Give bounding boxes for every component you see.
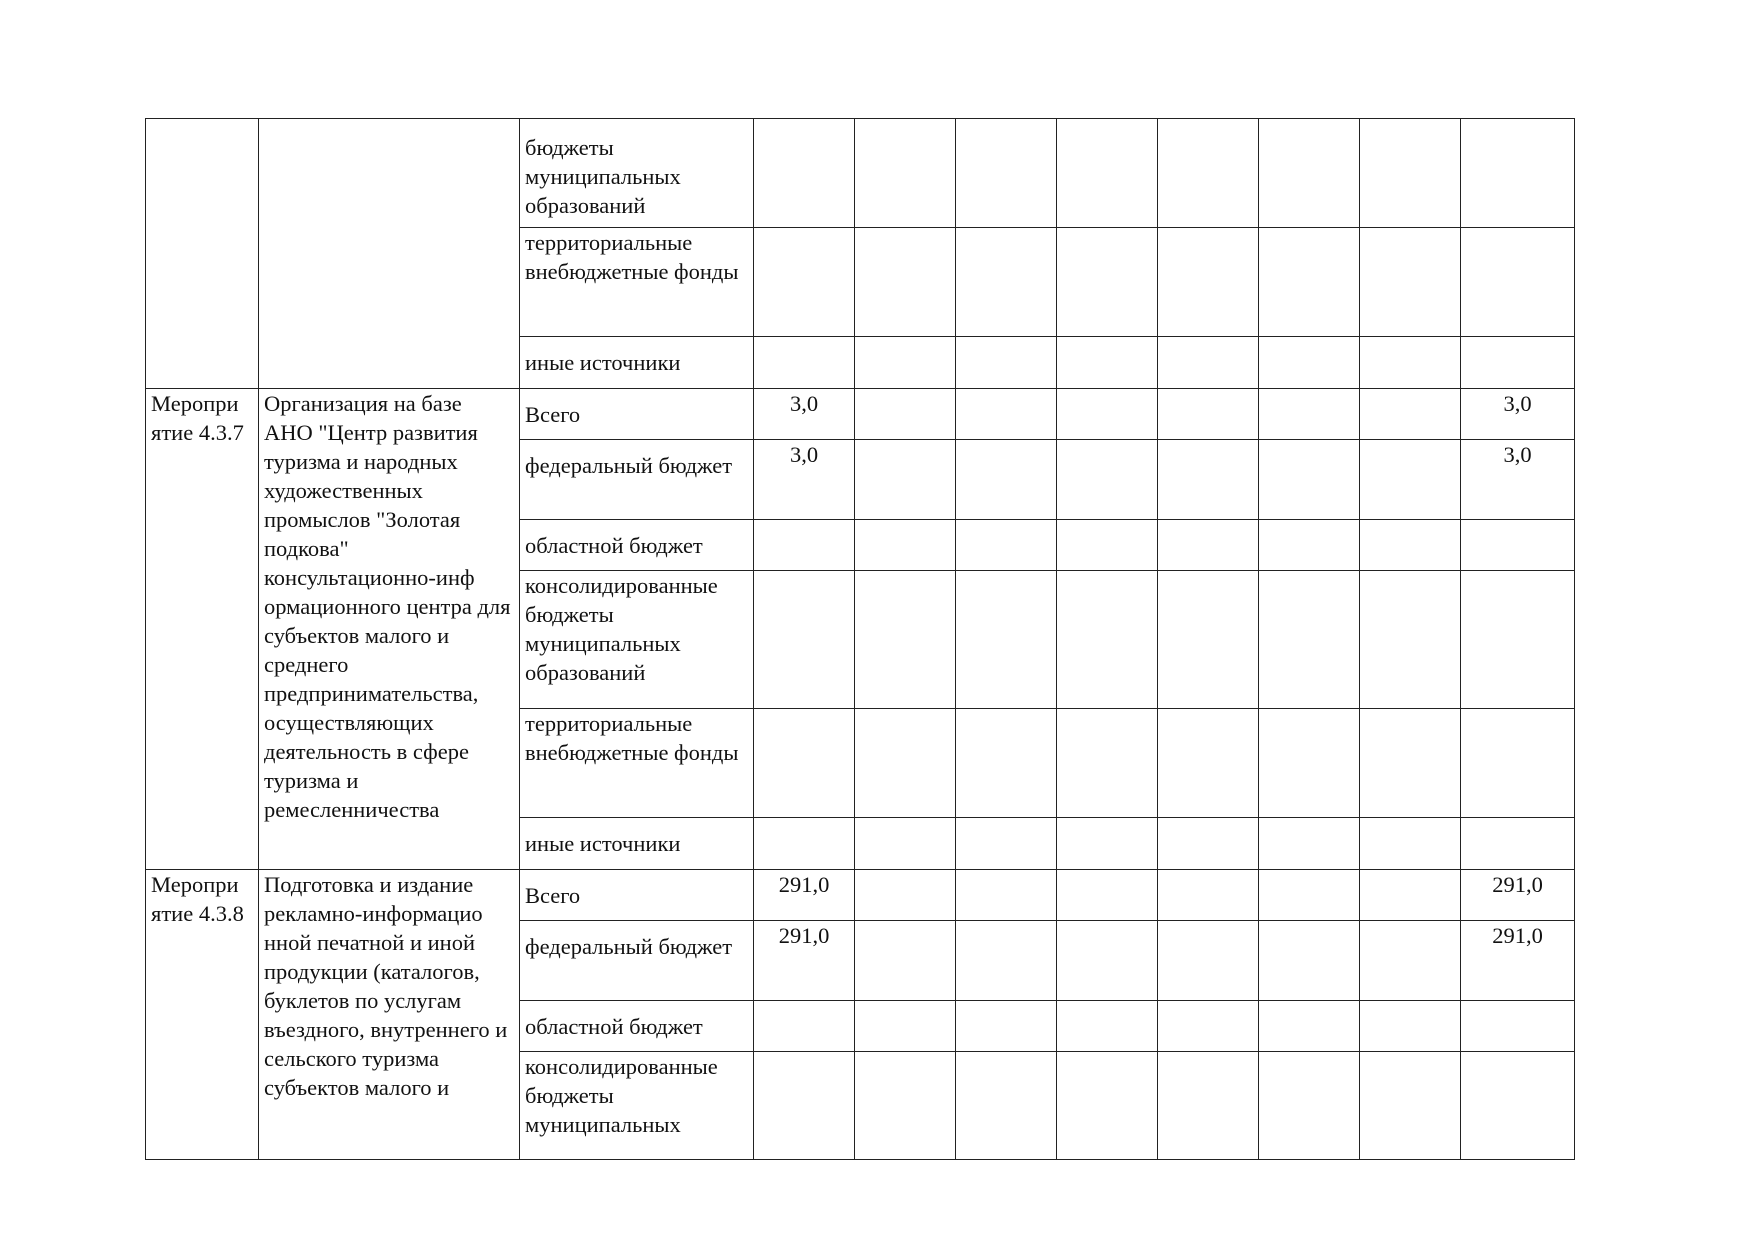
last-year-cell — [1461, 337, 1575, 389]
source-cell: иные источники — [520, 818, 754, 870]
last-year-cell — [1461, 1001, 1575, 1052]
table-row — [146, 119, 1575, 228]
total-cell: 3,0 — [754, 389, 855, 440]
last-year-cell — [1461, 818, 1575, 870]
total-cell — [754, 228, 855, 337]
total-cell: 291,0 — [754, 921, 855, 1001]
last-year-cell — [1461, 119, 1575, 228]
funding-table — [145, 118, 1575, 1160]
id-cell-empty — [146, 119, 259, 389]
measure-id: Меропри ятие 4.3.8 — [146, 870, 259, 1160]
total-cell — [754, 709, 855, 818]
source-cell: Всего — [520, 389, 754, 440]
source-cell: территориальные внебюджетные фонды — [520, 228, 754, 337]
last-year-cell: 291,0 — [1461, 870, 1575, 921]
source-cell: Всего — [520, 870, 754, 921]
last-year-cell — [1461, 1052, 1575, 1160]
last-year-cell — [1461, 228, 1575, 337]
total-cell — [754, 1001, 855, 1052]
total-cell — [754, 1052, 855, 1160]
source-cell: территориальные внебюджетные фонды — [520, 709, 754, 818]
total-cell — [754, 520, 855, 571]
source-cell: федеральный бюджет — [520, 921, 754, 1001]
source-cell: федеральный бюджет — [520, 440, 754, 520]
table-row — [146, 870, 1575, 921]
last-year-cell: 291,0 — [1461, 921, 1575, 1001]
source-cell: областной бюджет — [520, 1001, 754, 1052]
total-cell — [754, 119, 855, 228]
last-year-cell: 3,0 — [1461, 389, 1575, 440]
source-cell: консолидированные бюджеты муниципальных образований — [520, 571, 754, 709]
last-year-cell — [1461, 709, 1575, 818]
total-cell — [754, 818, 855, 870]
measure-id: Меропри ятие 4.3.7 — [146, 389, 259, 870]
last-year-cell — [1461, 571, 1575, 709]
total-cell: 3,0 — [754, 440, 855, 520]
total-cell: 291,0 — [754, 870, 855, 921]
source-cell: бюджеты муниципальных образований — [520, 119, 754, 228]
last-year-cell — [1461, 520, 1575, 571]
source-cell: консолидированные бюджеты муниципальных — [520, 1052, 754, 1160]
last-year-cell: 3,0 — [1461, 440, 1575, 520]
description-cell-empty — [259, 119, 520, 389]
table-row — [146, 389, 1575, 440]
total-cell — [754, 337, 855, 389]
source-cell: иные источники — [520, 337, 754, 389]
measure-description: Организация на базе АНО "Центр развития туризма и народных художественных промыслов "Золотая подкова" консультационно-инф ормационного центра для субъектов малого и среднего предпринимательства, осуществляющих деятельность в сфере туризма и ремесленничества — [259, 389, 520, 870]
total-cell — [754, 571, 855, 709]
measure-description: Подготовка и издание рекламно-информацио нной печатной и иной продукции (каталогов, буклетов по услугам въездного, внутреннего и сельского туризма субъектов малого и — [259, 870, 520, 1160]
source-cell: областной бюджет — [520, 520, 754, 571]
